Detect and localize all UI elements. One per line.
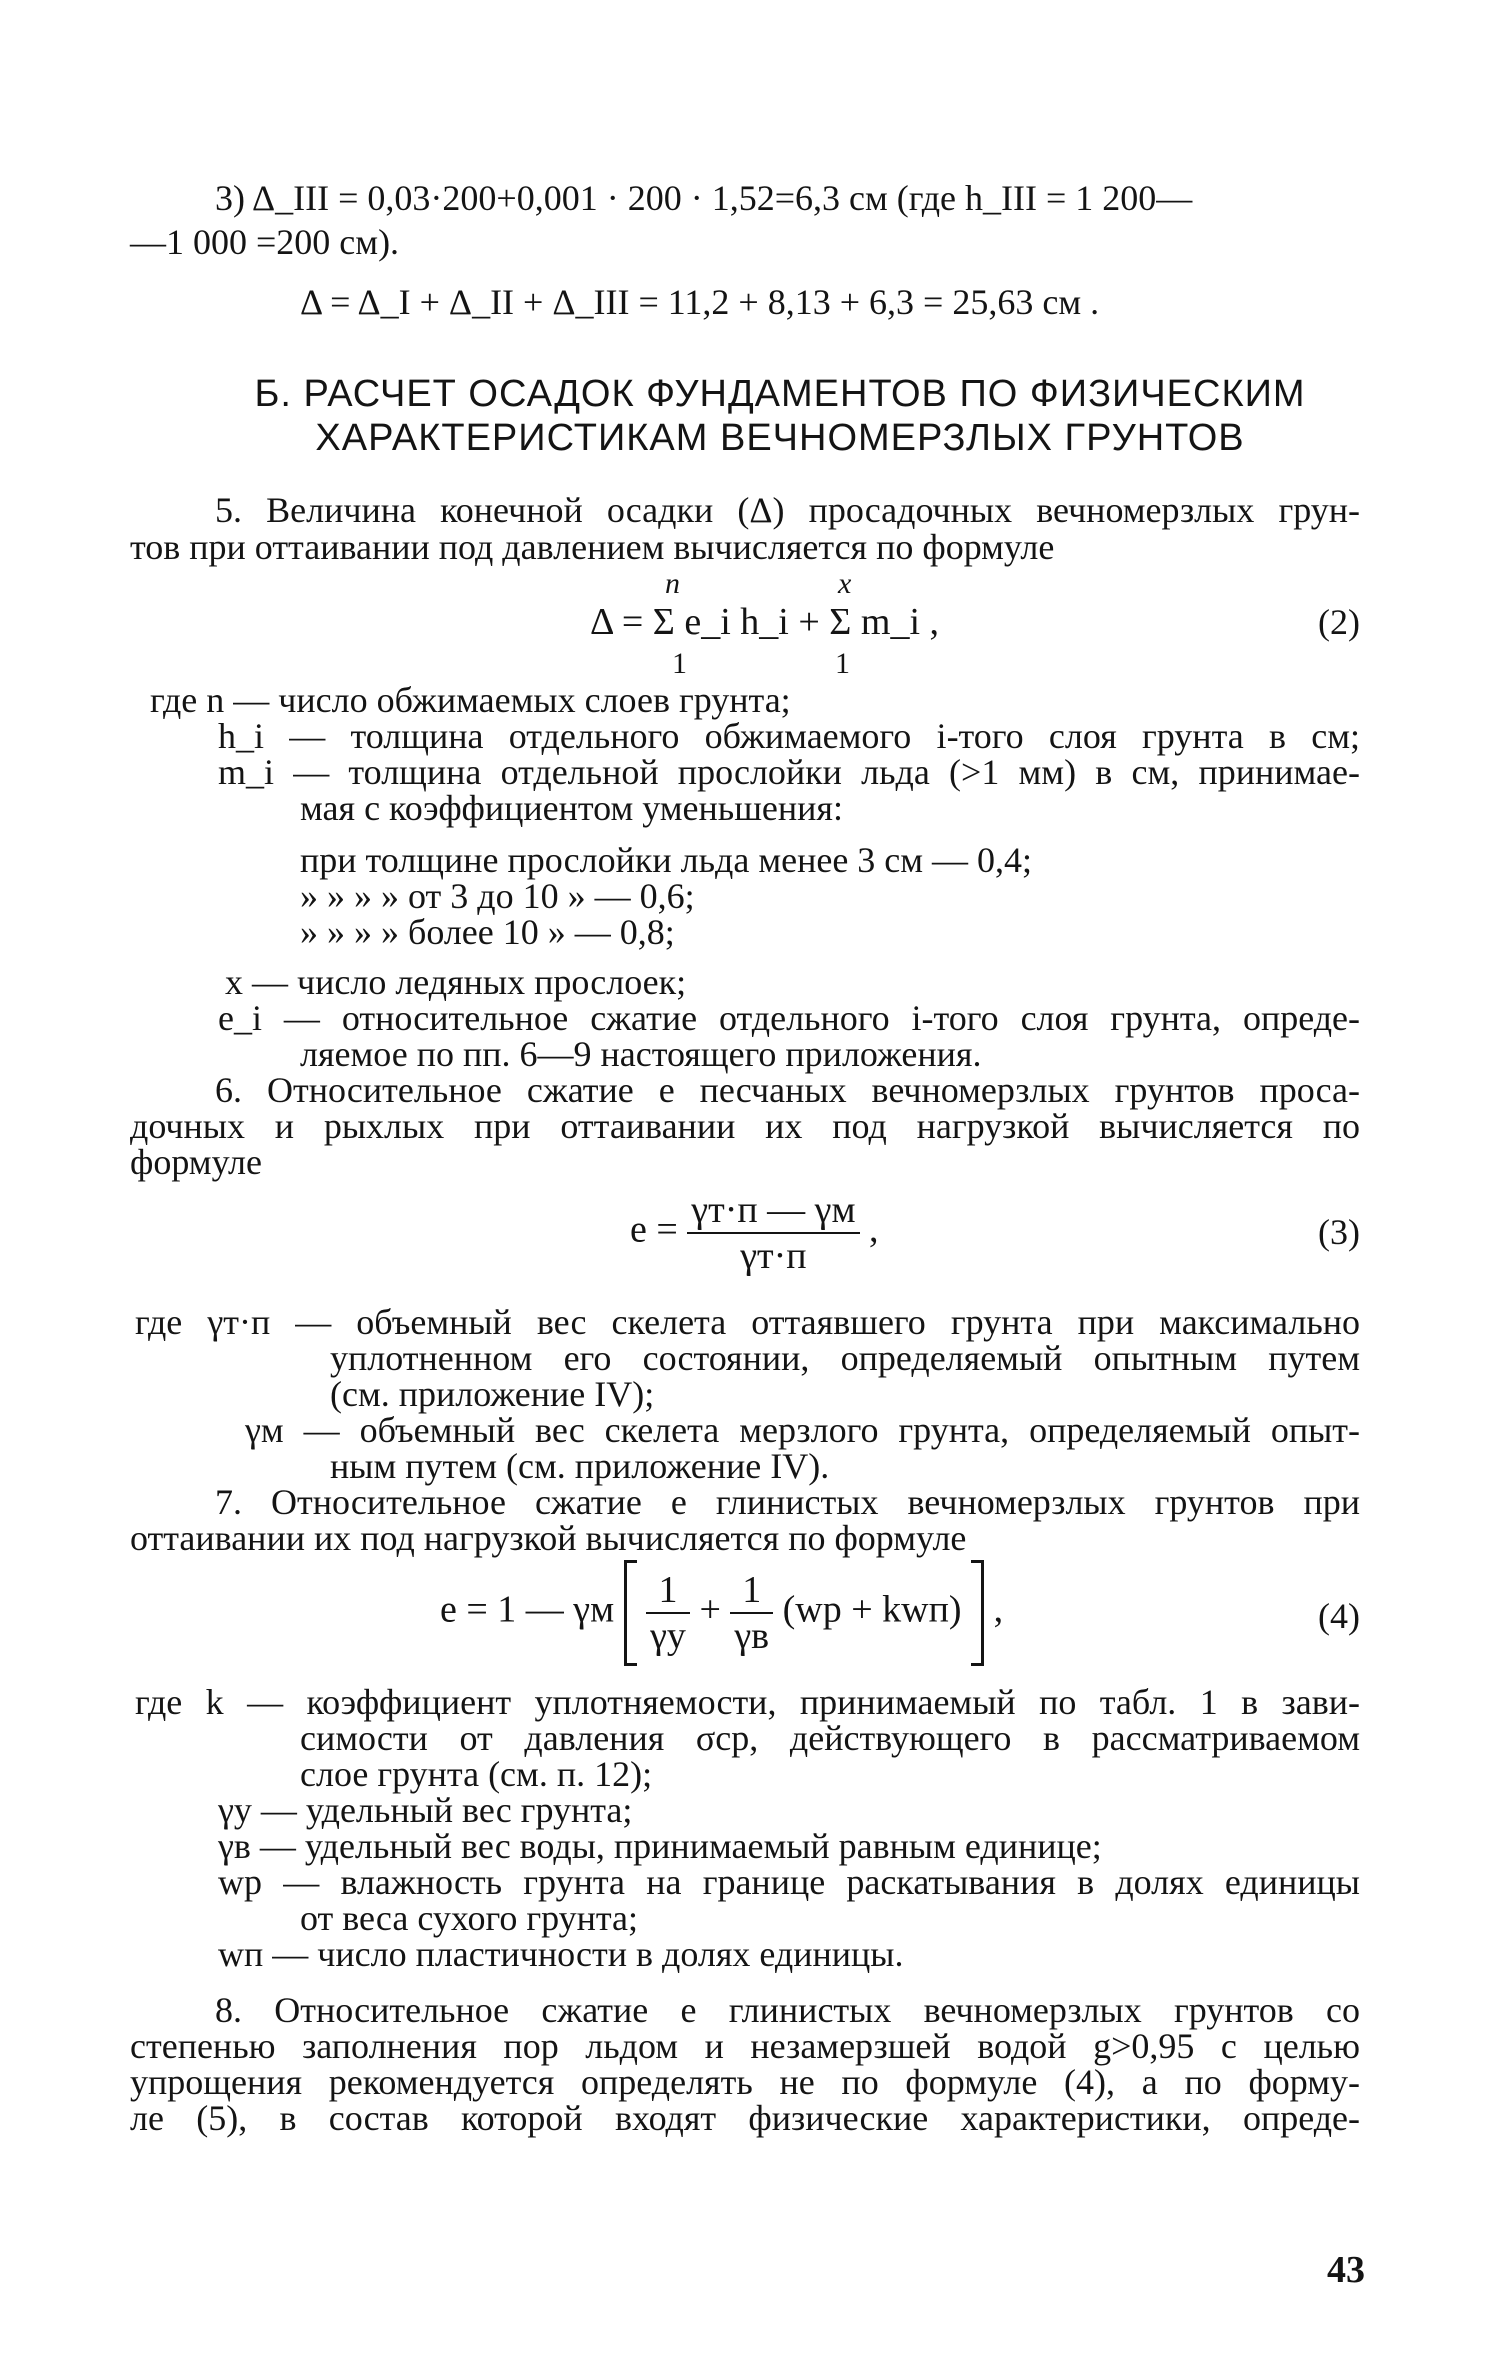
p5-line-2: тов при оттаивании под давлением вычисляется по формуле — [130, 527, 1055, 567]
def-e-line-1: e_i — относительное сжатие отдельного i-того слоя грунта, опреде- — [218, 998, 1360, 1038]
def-wn: wп — число пластичности в долях единицы. — [218, 1934, 904, 1974]
def-wp-line-2: от веса сухого грунта; — [300, 1898, 639, 1938]
calc-line-1: 3) Δ_III = 0,03·200+0,001 · 200 · 1,52=6,3 см (где h_III = 1 200— — [215, 178, 1193, 218]
formula4-fraction-1 — [646, 1568, 690, 1658]
def-k-line-1: где k — коэффициент уплотняемости, принимаемый по табл. 1 в зави- — [135, 1682, 1360, 1722]
def-gamma-v: γв — удельный вес воды, принимаемый равным единице; — [218, 1826, 1102, 1866]
equation-number-2: (2) — [1318, 602, 1360, 642]
formula4-paren: (wр + kwп) — [782, 1588, 962, 1631]
formula4-fraction-2 — [730, 1568, 773, 1658]
formula4-denominator-2: γв — [734, 1615, 770, 1657]
p7-line-2: оттаивании их под нагрузкой вычисляется по формуле — [130, 1518, 967, 1558]
formula-2: Δ = Σ e_i h_i + Σ m_i , — [590, 601, 940, 643]
def-n: где n — число обжимаемых слоев грунта; — [150, 680, 791, 720]
p8-line-3: упрощения рекомендуется определять не по формуле (4), а по форму- — [130, 2062, 1360, 2102]
def-gamma-tp-line-2: уплотненном его состоянии, определяемый опытным путем — [330, 1338, 1360, 1378]
p6-line-3: формуле — [130, 1142, 262, 1182]
page-number: 43 — [1327, 2249, 1365, 2291]
p7-line-1: 7. Относительное сжатие e глинистых вечномерзлых грунтов при — [215, 1482, 1360, 1522]
def-k-line-3: слое грунта (см. п. 12); — [300, 1754, 653, 1794]
def-gamma-tp-line-3: (см. приложение IV); — [330, 1374, 655, 1414]
ice-table-row-3: » » » » более 10 » — 0,8; — [300, 912, 675, 952]
right-bracket — [971, 1560, 984, 1666]
def-x: x — число ледяных прослоек; — [225, 962, 687, 1002]
section-heading-line-1: Б. РАСЧЕТ ОСАДОК ФУНДАМЕНТОВ ПО ФИЗИЧЕСКИМ — [254, 373, 1306, 415]
p6-line-2: дочных и рыхлых при оттаивании их под нагрузкой вычисляется по — [130, 1106, 1360, 1146]
p6-line-1: 6. Относительное сжатие e песчаных вечномерзлых грунтов проса- — [215, 1070, 1360, 1110]
formula3-denominator: γт·п — [740, 1235, 807, 1277]
def-k-line-2: симости от давления σср, действующего в рассматриваемом — [300, 1718, 1360, 1758]
def-e-line-2: ляемое по пп. 6—9 настоящего приложения. — [300, 1034, 982, 1074]
def-m-line-1: m_i — толщина отдельной прослойки льда (>1 мм) в см, принимае- — [218, 752, 1360, 792]
def-gamma-tp-line-1: где γт·п — объемный вес скелета оттаявшего грунта при максимально — [135, 1302, 1360, 1342]
section-heading-line-2: ХАРАКТЕРИСТИКАМ ВЕЧНОМЕРЗЛЫХ ГРУНТОВ — [315, 417, 1245, 459]
formula-4 — [440, 1560, 1003, 1666]
def-wp-line-1: wр — влажность грунта на границе раскатывания в долях единицы — [218, 1862, 1360, 1902]
def-m-line-2: мая с коэффициентом уменьшения: — [300, 788, 843, 828]
formula4-lhs: e = 1 — γм — [440, 1588, 615, 1631]
formula3-numerator: γт·п — γм — [687, 1188, 859, 1234]
formula2-lower-1: 1 — [672, 647, 687, 680]
def-gamma-m-line-2: ным путем (см. приложение IV). — [330, 1446, 830, 1486]
formula3-fraction — [687, 1188, 859, 1278]
def-gamma-y: γу — удельный вес грунта; — [218, 1790, 633, 1830]
p8-line-2: степенью заполнения пор льдом и незамерзшей водой g>0,95 с целью — [130, 2026, 1360, 2066]
formula4-numerator-1: 1 — [646, 1568, 690, 1614]
p5-line-1: 5. Величина конечной осадки (Δ) просадочных вечномерзлых грун- — [215, 490, 1360, 530]
formula3-comma: , — [869, 1208, 879, 1251]
p8-line-1: 8. Относительное сжатие e глинистых вечномерзлых грунтов со — [215, 1990, 1360, 2030]
calc-sum-line: Δ = Δ_I + Δ_II + Δ_III = 11,2 + 8,13 + 6,3 = 25,63 см . — [300, 282, 1100, 322]
ice-table-row-2: » » » » от 3 до 10 » — 0,6; — [300, 876, 695, 916]
formula4-denominator-1: γу — [650, 1615, 686, 1657]
def-gamma-m-line-1: γм — объемный вес скелета мерзлого грунта, определяемый опыт- — [245, 1410, 1360, 1450]
formula2-upper-n: n — [665, 567, 680, 600]
formula4-plus: + — [699, 1588, 721, 1631]
p8-line-4: ле (5), в состав которой входят физические характеристики, опреде- — [130, 2098, 1360, 2138]
calc-line-2: —1 000 =200 см). — [130, 222, 400, 262]
formula3-lhs: e = — [630, 1208, 678, 1251]
formula-3 — [630, 1188, 879, 1278]
ice-table-row-1: при толщине прослойки льда менее 3 см — 0,4; — [300, 840, 1033, 880]
equation-number-3: (3) — [1318, 1212, 1360, 1252]
formula2-lower-2: 1 — [835, 647, 850, 680]
formula2-upper-x: x — [838, 567, 852, 600]
formula4-numerator-2: 1 — [730, 1568, 773, 1614]
left-bracket — [624, 1560, 637, 1666]
def-h: h_i — толщина отдельного обжимаемого i-того слоя грунта в см; — [218, 716, 1360, 756]
formula4-comma: , — [993, 1588, 1004, 1631]
equation-number-4: (4) — [1318, 1596, 1360, 1636]
